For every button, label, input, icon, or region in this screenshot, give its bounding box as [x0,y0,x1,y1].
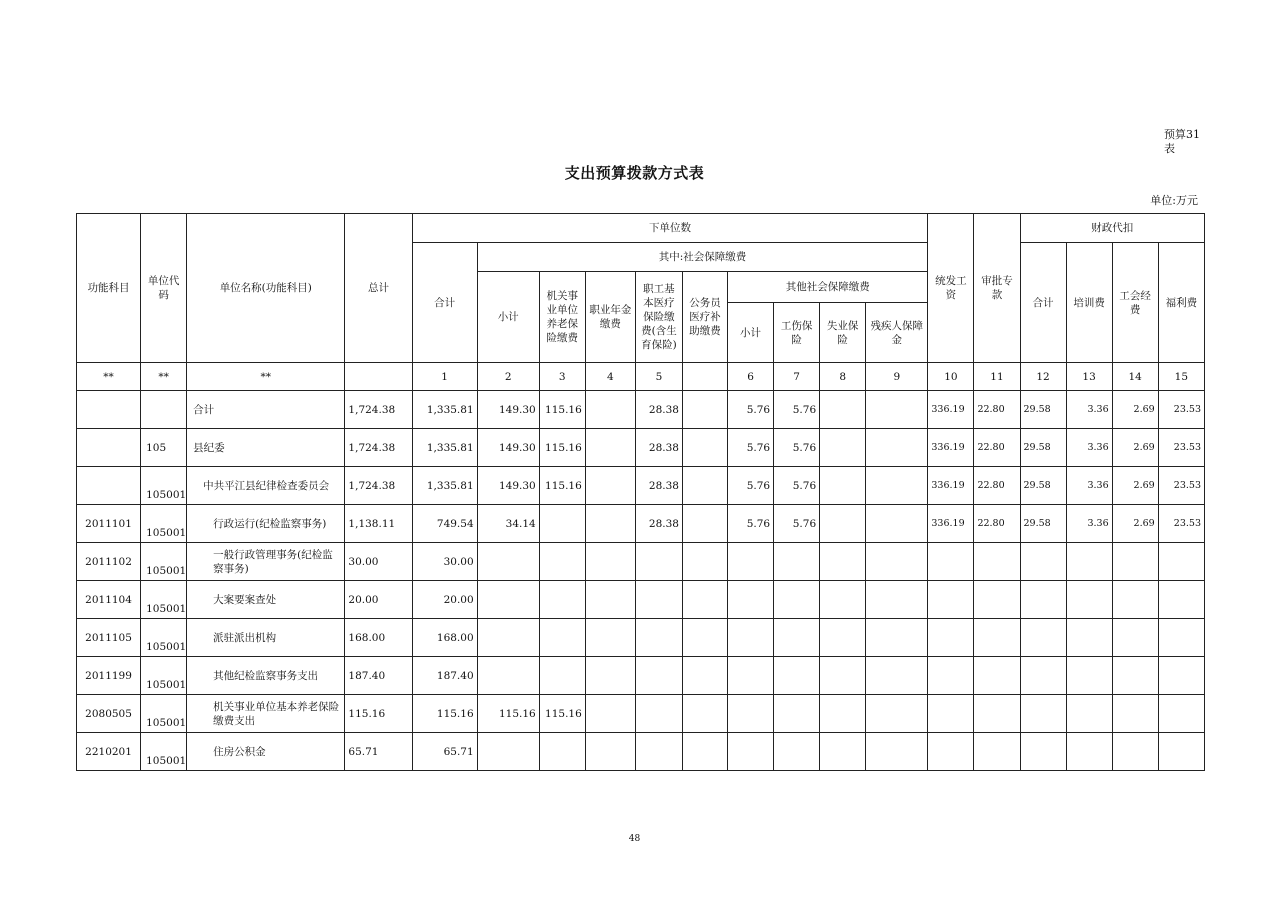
header-danwei-name: 单位名称(功能科目) [187,214,345,363]
value-cell: 29.58 [1020,391,1066,429]
value-cell [1112,619,1158,657]
value-cell: 168.00 [345,619,412,657]
value-cell: 149.30 [477,467,539,505]
value-cell: 115.16 [345,695,412,733]
func-code-cell: 2210201 [77,733,141,771]
func-code-cell: 2011102 [77,543,141,581]
value-cell: 28.38 [635,467,682,505]
value-cell [635,581,682,619]
unit-code-cell [141,391,187,429]
index-cell: 12 [1020,363,1066,391]
value-cell [1158,581,1204,619]
value-cell: 115.16 [477,695,539,733]
value-cell: 2.69 [1112,429,1158,467]
value-cell: 1,335.81 [412,429,477,467]
value-cell [682,733,727,771]
index-cell: 3 [539,363,585,391]
value-cell [820,733,866,771]
value-cell: 1,724.38 [345,391,412,429]
value-cell [1158,695,1204,733]
value-cell [585,657,635,695]
unit-name-cell: 机关事业单位基本养老保险缴费支出 [187,695,345,733]
unit-code-cell: 105001 [141,619,187,657]
value-cell [974,543,1020,581]
header-qizhong-shebao: 其中:社会保障缴费 [477,243,928,272]
value-cell [682,657,727,695]
header-xia-danwei: 下单位数 [412,214,928,243]
value-cell [1020,619,1066,657]
value-cell [1020,733,1066,771]
unit-code-cell: 105001 [141,505,187,543]
value-cell [477,733,539,771]
value-cell: 1,724.38 [345,467,412,505]
unit-code-cell: 105001 [141,657,187,695]
value-cell [728,733,774,771]
value-cell: 5.76 [728,429,774,467]
header-xiaoji: 小计 [477,272,539,363]
header-canji: 残疾人保障金 [866,303,928,363]
func-code-cell [77,391,141,429]
unit-name-cell: 县纪委 [187,429,345,467]
value-cell [635,657,682,695]
value-cell: 65.71 [345,733,412,771]
index-cell: 10 [928,363,974,391]
index-cell: ** [141,363,187,391]
index-cell: ** [77,363,141,391]
value-cell: 3.36 [1066,391,1112,429]
value-cell [635,619,682,657]
value-cell: 749.54 [412,505,477,543]
page-number: 48 [628,834,641,844]
value-cell: 5.76 [774,505,820,543]
index-cell: 7 [774,363,820,391]
value-cell [1112,733,1158,771]
value-cell [1158,543,1204,581]
value-cell: 28.38 [635,505,682,543]
value-cell [774,733,820,771]
index-cell: 5 [635,363,682,391]
value-cell: 115.16 [539,429,585,467]
value-cell [682,429,727,467]
index-cell: 6 [728,363,774,391]
table-row [77,543,1205,581]
value-cell [1112,695,1158,733]
value-cell [635,733,682,771]
value-cell [682,505,727,543]
value-cell: 1,138.11 [345,505,412,543]
value-cell [866,391,928,429]
value-cell [1158,733,1204,771]
value-cell [477,619,539,657]
value-cell: 28.38 [635,391,682,429]
value-cell: 2.69 [1112,391,1158,429]
value-cell [1112,581,1158,619]
value-cell [682,467,727,505]
value-cell [1066,619,1112,657]
value-cell [728,581,774,619]
header-fuli: 福利费 [1158,243,1204,363]
table-number: 预算31表 [1164,128,1200,155]
value-cell [774,581,820,619]
header-cz-heji: 合计 [1020,243,1066,363]
unit-name-cell: 住房公积金 [187,733,345,771]
value-cell [928,543,974,581]
unit-name-cell: 大案要案查处 [187,581,345,619]
header-caizheng: 财政代扣 [1020,214,1204,243]
table-row [77,657,1205,695]
header-gongwuyuan-yiliao: 公务员医疗补助缴费 [682,272,727,363]
value-cell: 1,335.81 [412,467,477,505]
value-cell [866,695,928,733]
value-cell: 336.19 [928,505,974,543]
value-cell [635,543,682,581]
unit-name-cell: 派驻派出机构 [187,619,345,657]
value-cell [1158,619,1204,657]
unit-name-cell: 一般行政管理事务(纪检监察事务) [187,543,345,581]
value-cell [928,733,974,771]
index-cell: 4 [585,363,635,391]
value-cell: 30.00 [412,543,477,581]
value-cell [1020,657,1066,695]
func-code-cell: 2080505 [77,695,141,733]
index-cell: 8 [820,363,866,391]
value-cell [682,391,727,429]
header-heji: 合计 [412,243,477,363]
header-peixun: 培训费 [1066,243,1112,363]
value-cell [585,467,635,505]
func-code-cell: 2011104 [77,581,141,619]
func-code-cell: 2011101 [77,505,141,543]
value-cell [974,581,1020,619]
value-cell [774,619,820,657]
value-cell: 168.00 [412,619,477,657]
header-total: 总计 [345,214,412,363]
value-cell [728,695,774,733]
value-cell [974,733,1020,771]
value-cell [820,581,866,619]
value-cell [1066,657,1112,695]
header-shiye: 失业保险 [820,303,866,363]
value-cell [820,619,866,657]
value-cell [539,505,585,543]
value-cell [1112,543,1158,581]
value-cell [774,657,820,695]
unit-code-cell: 105001 [141,467,187,505]
table-row [77,505,1205,543]
index-cell: 2 [477,363,539,391]
value-cell: 187.40 [345,657,412,695]
value-cell [1066,581,1112,619]
value-cell [477,543,539,581]
value-cell [682,619,727,657]
header-qita-xiaoji: 小计 [728,303,774,363]
value-cell [585,733,635,771]
unit-label: 单位:万元 [1150,194,1198,207]
value-cell: 20.00 [412,581,477,619]
value-cell [585,391,635,429]
value-cell: 23.53 [1158,391,1204,429]
value-cell: 30.00 [345,543,412,581]
table-row [77,391,1205,429]
value-cell [539,581,585,619]
value-cell [682,543,727,581]
value-cell [728,543,774,581]
budget-table [76,213,1205,771]
unit-code-cell: 105001 [141,543,187,581]
value-cell [585,543,635,581]
value-cell [928,695,974,733]
index-cell: ** [187,363,345,391]
value-cell: 22.80 [974,467,1020,505]
value-cell [585,429,635,467]
unit-name-cell: 其他纪检监察事务支出 [187,657,345,695]
value-cell [928,657,974,695]
value-cell [539,733,585,771]
value-cell [974,695,1020,733]
header-qita-shebao: 其他社会保障缴费 [728,272,928,303]
index-row [77,363,1205,391]
value-cell [585,505,635,543]
value-cell: 20.00 [345,581,412,619]
value-cell: 5.76 [728,391,774,429]
unit-code-cell: 105001 [141,733,187,771]
func-code-cell [77,467,141,505]
value-cell: 5.76 [728,467,774,505]
header-danwei-code: 单位代码 [141,214,187,363]
value-cell [539,619,585,657]
value-cell: 336.19 [928,467,974,505]
header-jiguan-yanglao: 机关事业单位养老保险缴费 [539,272,585,363]
value-cell: 29.58 [1020,429,1066,467]
value-cell: 187.40 [412,657,477,695]
value-cell: 336.19 [928,429,974,467]
value-cell [820,467,866,505]
value-cell [974,657,1020,695]
value-cell [774,543,820,581]
value-cell: 23.53 [1158,505,1204,543]
table-row [77,695,1205,733]
value-cell: 1,335.81 [412,391,477,429]
header-gonghui: 工会经费 [1112,243,1158,363]
value-cell: 2.69 [1112,505,1158,543]
value-cell [866,467,928,505]
value-cell [820,543,866,581]
value-cell [477,581,539,619]
value-cell [866,581,928,619]
value-cell [774,695,820,733]
value-cell [928,619,974,657]
header-gongshang: 工伤保险 [774,303,820,363]
value-cell: 5.76 [774,467,820,505]
value-cell: 65.71 [412,733,477,771]
value-cell [1020,543,1066,581]
value-cell: 22.80 [974,391,1020,429]
value-cell: 34.14 [477,505,539,543]
value-cell: 28.38 [635,429,682,467]
unit-name-cell: 行政运行(纪检监察事务) [187,505,345,543]
header-shenpi: 审批专款 [974,214,1020,363]
value-cell [1112,657,1158,695]
value-cell [1066,733,1112,771]
value-cell [635,695,682,733]
value-cell [1066,695,1112,733]
value-cell [820,505,866,543]
value-cell [1066,543,1112,581]
unit-name-cell: 合计 [187,391,345,429]
header-gongneng: 功能科目 [77,214,141,363]
header-zhiye-nianjin: 职业年金缴费 [585,272,635,363]
index-cell [345,363,412,391]
unit-name-cell: 中共平江县纪律检查委员会 [187,467,345,505]
value-cell [820,391,866,429]
value-cell: 3.36 [1066,429,1112,467]
value-cell: 5.76 [728,505,774,543]
index-cell: 13 [1066,363,1112,391]
value-cell [866,619,928,657]
value-cell: 5.76 [774,391,820,429]
value-cell: 3.36 [1066,467,1112,505]
value-cell [539,657,585,695]
value-cell: 2.69 [1112,467,1158,505]
value-cell [585,619,635,657]
value-cell [682,581,727,619]
value-cell [585,695,635,733]
value-cell: 22.80 [974,429,1020,467]
value-cell [728,619,774,657]
value-cell: 149.30 [477,429,539,467]
value-cell: 1,724.38 [345,429,412,467]
value-cell: 115.16 [539,467,585,505]
value-cell [820,695,866,733]
value-cell: 23.53 [1158,467,1204,505]
value-cell [928,581,974,619]
func-code-cell: 2011105 [77,619,141,657]
value-cell [866,657,928,695]
table-row [77,581,1205,619]
value-cell: 23.53 [1158,429,1204,467]
value-cell: 336.19 [928,391,974,429]
func-code-cell [77,429,141,467]
value-cell [477,657,539,695]
value-cell: 5.76 [774,429,820,467]
value-cell [728,657,774,695]
index-cell [682,363,727,391]
table-row [77,733,1205,771]
index-cell: 14 [1112,363,1158,391]
page-title: 支出预算拨款方式表 [564,164,705,182]
value-cell: 115.16 [539,695,585,733]
index-cell: 1 [412,363,477,391]
value-cell [820,429,866,467]
value-cell: 29.58 [1020,505,1066,543]
table-row [77,619,1205,657]
header-tongfa: 统发工资 [928,214,974,363]
value-cell [1020,581,1066,619]
value-cell [1158,657,1204,695]
table-row [77,429,1205,467]
index-cell: 11 [974,363,1020,391]
value-cell [585,581,635,619]
value-cell [1020,695,1066,733]
header-zhigong-yiliao: 职工基本医疗保险缴费(含生育保险) [635,272,682,363]
value-cell: 115.16 [539,391,585,429]
index-cell: 9 [866,363,928,391]
value-cell: 3.36 [1066,505,1112,543]
value-cell: 115.16 [412,695,477,733]
func-code-cell: 2011199 [77,657,141,695]
value-cell: 29.58 [1020,467,1066,505]
value-cell [974,619,1020,657]
value-cell [866,429,928,467]
value-cell: 22.80 [974,505,1020,543]
table-row [77,467,1205,505]
index-cell: 15 [1158,363,1204,391]
value-cell [820,657,866,695]
unit-code-cell: 105001 [141,695,187,733]
value-cell [682,695,727,733]
value-cell: 149.30 [477,391,539,429]
value-cell [866,543,928,581]
value-cell [866,733,928,771]
unit-code-cell: 105001 [141,581,187,619]
value-cell [866,505,928,543]
value-cell [539,543,585,581]
unit-code-cell: 105 [141,429,187,467]
